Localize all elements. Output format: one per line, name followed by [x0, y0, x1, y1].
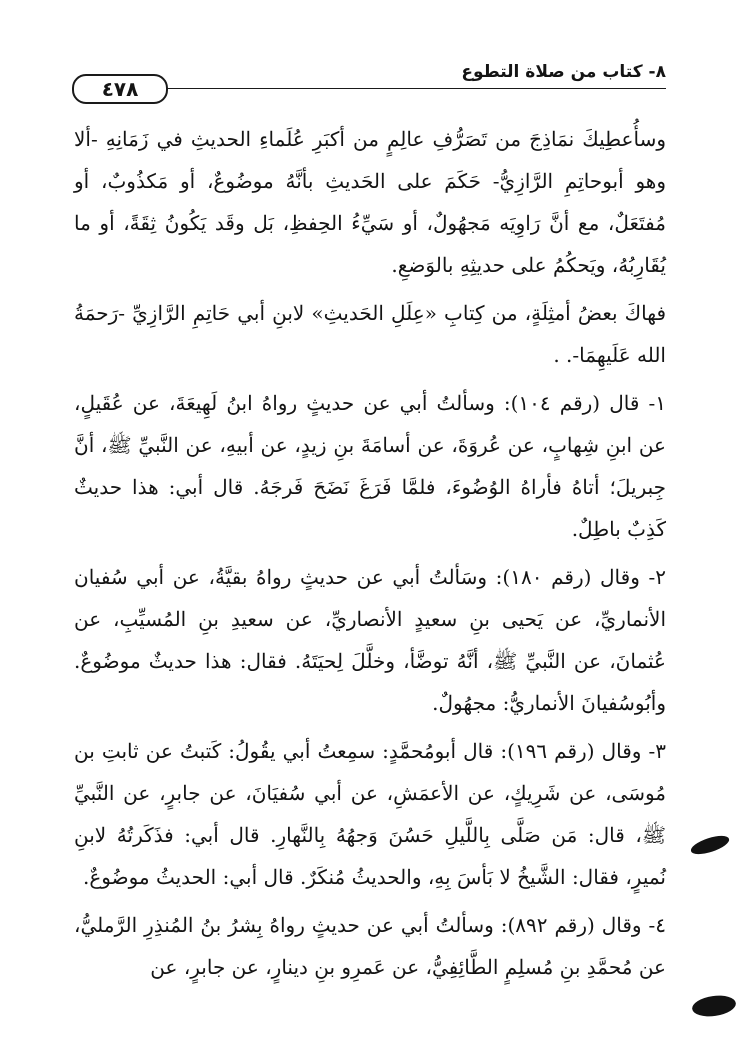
page-number: ٤٧٨	[72, 74, 168, 104]
page-header	[72, 52, 666, 112]
ink-smudge-bottom-right	[691, 993, 736, 1019]
chapter-title: ٨- كتاب من صلاة التطوع	[461, 62, 666, 82]
paragraph-example-1: ١- قال (رقم ١٠٤): وسألتُ أبي عن حديثٍ رواهُ ابنُ لَهِيعَةَ، عن عُقَيلٍ، عن ابنِ شِهابٍ، عن عُروَةَ، عن أسامَةَ بنِ زيدٍ، عن أبيهِ، عن النَّبيِّ ﷺ، أنَّ جِبريلَ؛ أتاهُ فأراهُ الوُضُوءَ، فلمَّا فَرَغَ نَضَحَ فَرجَهُ. قال أبي: هذا حديثٌ كَذِبٌ باطِلٌ.	[74, 391, 666, 541]
paragraph-intro: وسأُعطِيكَ نمَاذِجَ من تَصَرُّفِ عالِمٍ من أكبَرِ عُلَماءِ الحديثِ في زَمَانِهِ -ألا وهو أبوحاتِمِ الرَّازِيُّ- حَكَمَ على الحَديثِ بأنَّهُ موضُوعٌ، أو مَكذُوبٌ، أو مُفتَعَلٌ، مع أنَّ رَاوِيَه مَجهُولٌ، أو سَيِّءُ الحِفظِ، بَل وقَد يَكُونُ ثِقَةً، أو ما يُقَارِبُهُ، ويَحكُمُ على حديثِهِ بالوَضعِ.	[74, 127, 666, 277]
body-text	[74, 118, 666, 988]
paragraph-example-2: ٢- وقال (رقم ١٨٠): وسَألتُ أبي عن حديثٍ رواهُ بقيَّةُ، عن أبي سُفيان الأنماريِّ، عن يَحيى بنِ سعيدٍ الأنصاريِّ، عن سعيدِ بنِ المُسيِّبِ، عن عُثمانَ، عن النَّبيِّ ﷺ، أنَّهُ توضَّأ، وخلَّلَ لِحيَتَهُ. فقال: هذا حديثٌ موضُوعٌ. وأبُوسُفيانَ الأنماريُّ: مجهُولٌ.	[74, 565, 667, 715]
paragraph-examples-intro: فهاكَ بعضُ أمثِلَةٍ، من كِتابِ «عِلَلِ الحَديثِ» لابنِ أبي حَاتِمِ الرَّازِيِّ -رَحمَةُ الله عَلَيهِمَا-. .	[74, 301, 666, 367]
paragraph-example-4: ٤- وقال (رقم ٨٩٢): وسألتُ أبي عن حديثٍ رواهُ بِشرُ بنُ المُنذِرِ الرَّمليُّ، عن مُحمَّدِ بنِ مُسلِمٍ الطَّائِفِيُّ، عن عَمرِو بنِ دينارٍ، عن جابرٍ، عن	[74, 913, 666, 979]
ink-smudge-right-margin	[689, 832, 731, 858]
paragraph-example-3: ٣- وقال (رقم ١٩٦): قال أبومُحمَّدٍ: سمِعتُ أبي يقُولُ: كَتبتُ عن ثابتِ بن مُوسَى، عن شَرِيكٍ، عن الأعمَشِ، عن أبي سُفيَانَ، عن جابرٍ، عن النَّبيِّ ﷺ، قال: مَن صَلَّى بِاللَّيلِ حَسُنَ وَجهُهُ بِالنَّهارِ. قال أبي: فذَكَرتُهُ لابنِ نُميرٍ، فقال: الشَّيخُ لا بَأسَ بِهِ، والحديثُ مُنكَرٌ. قال أبي: الحديثُ موضُوعٌ.	[74, 739, 666, 889]
